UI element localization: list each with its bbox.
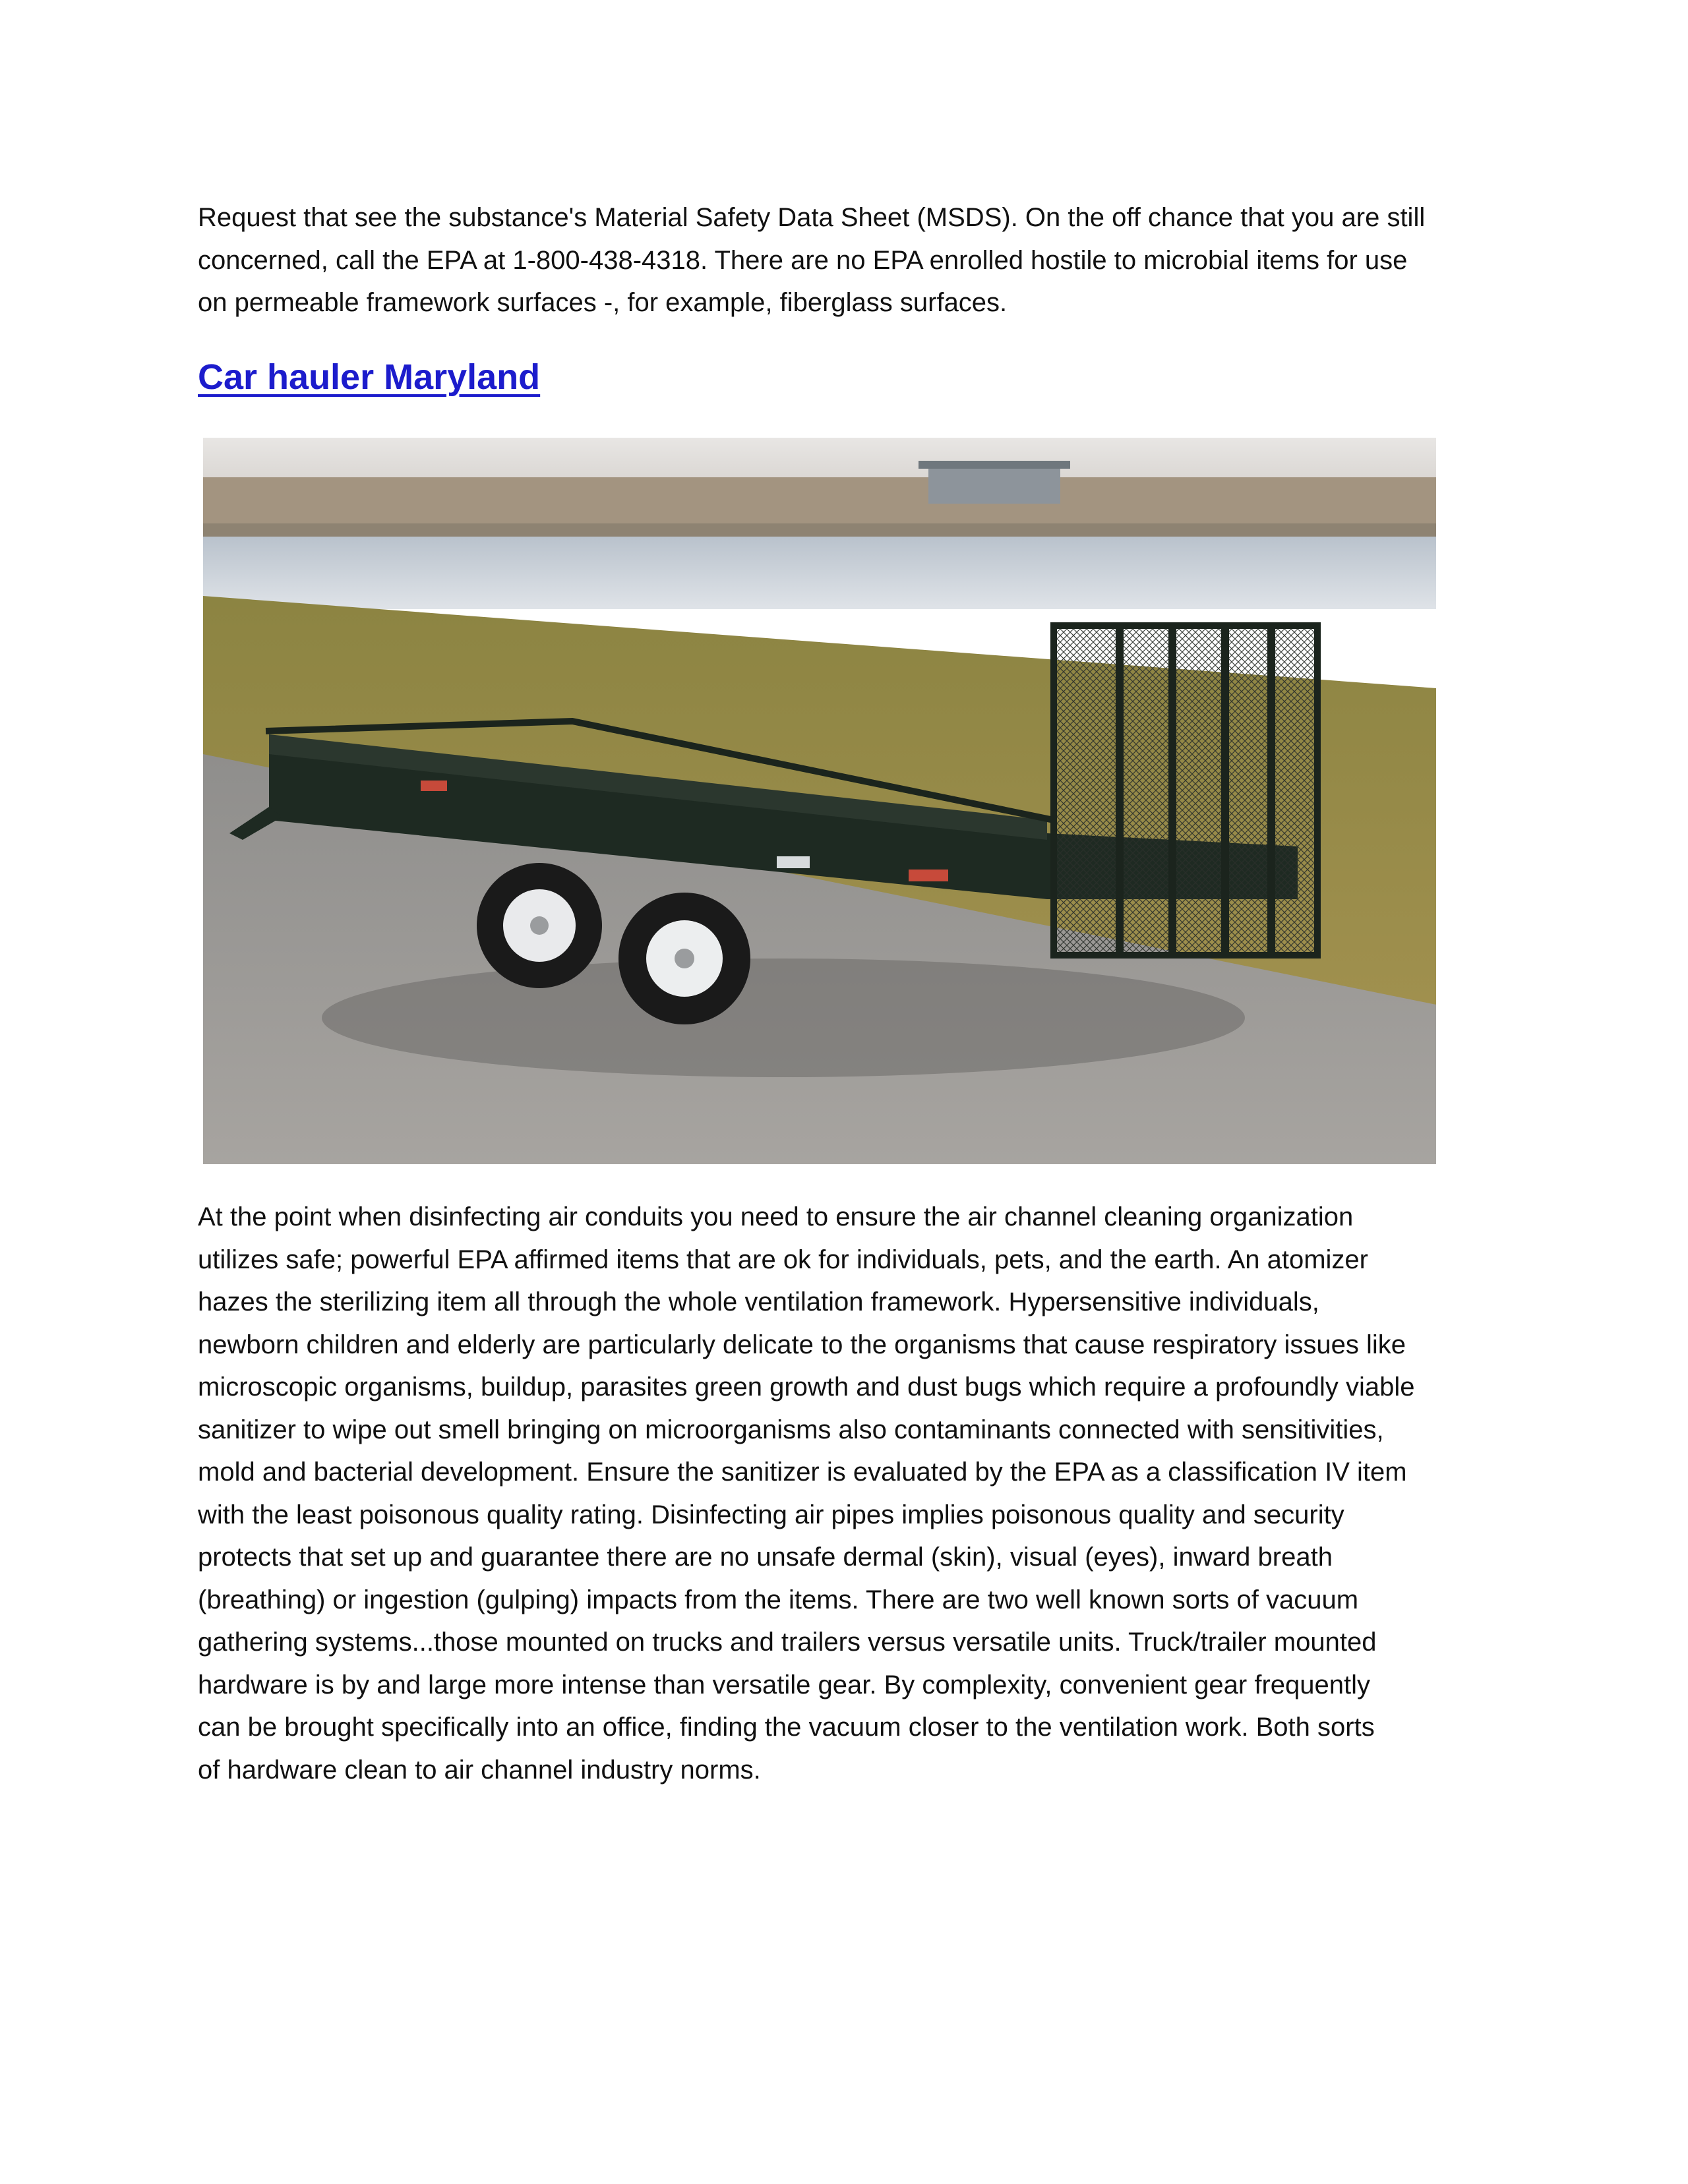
body-line: with the least poisonous quality rating. Disinfecting air pipes implies poisonous quality and security (198, 1500, 1344, 1529)
trailer-photo-illustration (203, 438, 1436, 1164)
intro-line: Request that see the substance's Material Safety Data Sheet (MSDS). On the off chance that you are still (198, 203, 1426, 232)
intro-line: concerned, call the EPA at 1-800-438-4318. There are no EPA enrolled hostile to microbial items for use (198, 245, 1408, 275)
body-line: newborn children and elderly are particularly delicate to the organisms that cause respiratory issues like (198, 1330, 1406, 1359)
intro-line: on permeable framework surfaces -, for example, fiberglass surfaces. (198, 288, 1008, 317)
body-line: can be brought specifically into an office, finding the vacuum closer to the ventilation work. Both sorts (198, 1713, 1375, 1742)
body-line: hardware is by and large more intense than versatile gear. By complexity, convenient gear frequently (198, 1670, 1371, 1699)
body-line: (breathing) or ingestion (gulping) impacts from the items. There are two well known sorts of vacuum (198, 1585, 1359, 1614)
body-line: microscopic organisms, buildup, parasites green growth and dust bugs which require a profoundly viable (198, 1372, 1415, 1402)
body-line: of hardware clean to air channel industry norms. (198, 1755, 761, 1785)
body-line: protects that set up and guarantee there are no unsafe dermal (skin), visual (eyes), inward breath (198, 1543, 1333, 1572)
body-line: gathering systems...those mounted on trucks and trailers versus versatile units. Truck/trailer mounted (198, 1628, 1377, 1657)
body-line: sanitizer to wipe out smell bringing on microorganisms also contaminants connected with sensitivities, (198, 1415, 1384, 1444)
intro-paragraph (198, 196, 1490, 324)
body-line: mold and bacterial development. Ensure the sanitizer is evaluated by the EPA as a classification IV item (198, 1458, 1407, 1487)
body-line: At the point when disinfecting air conduits you need to ensure the air channel cleaning organization (198, 1202, 1354, 1231)
body-line: hazes the sterilizing item all through the whole ventilation framework. Hypersensitive individuals, (198, 1287, 1319, 1316)
body-line: utilizes safe; powerful EPA affirmed items that are ok for individuals, pets, and the earth. An atomizer (198, 1245, 1368, 1274)
trailer-photo (203, 438, 1436, 1164)
car-hauler-heading-link[interactable]: Car hauler Maryland (198, 357, 541, 397)
body-paragraph (198, 1196, 1490, 1791)
